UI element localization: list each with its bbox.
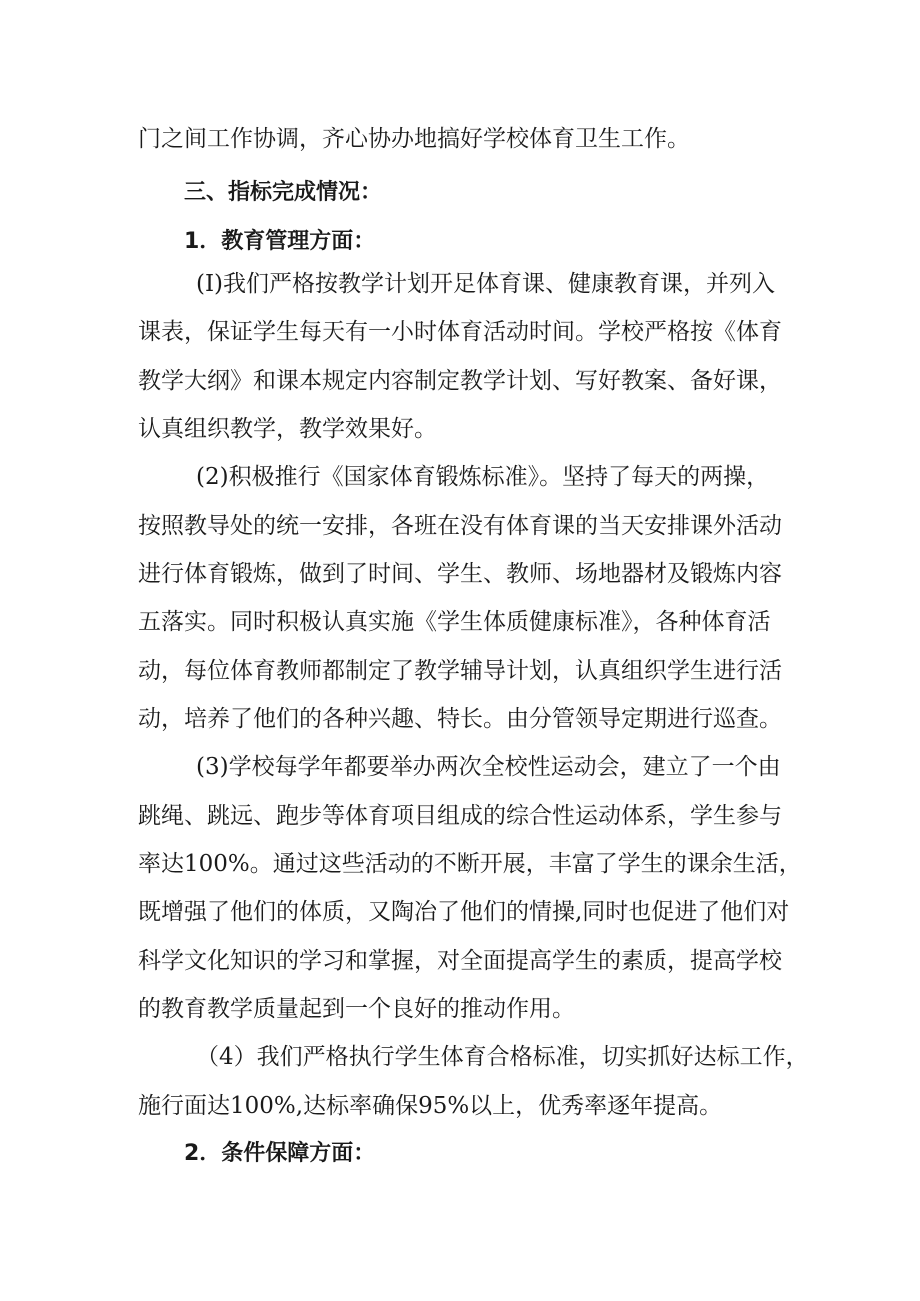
paragraph-line: 五落实。同时积极认真实施《学生体质健康标准》，各种体育活	[138, 609, 771, 635]
paragraph-line: 跳绳、跳远、跑步等体育项目组成的综合性运动体系，学生参与	[138, 803, 782, 829]
paragraph-line: 按照教导处的统一安排，各班在没有体育课的当天安排课外活动	[138, 513, 782, 539]
section-heading: 三、指标完成情况：	[184, 180, 383, 205]
subsection-2-heading: 2．条件保障方面：	[184, 1141, 376, 1166]
paragraph-line: 率达100%。通过这些活动的不断开展，丰富了学生的课余生活，	[138, 851, 802, 877]
paragraph-line: （4）我们严格执行学生体育合格标准，切实抓好达标工作，	[196, 1044, 809, 1070]
paragraph-line: 动，每位体育教师都制定了教学辅导计划，认真组织学生进行活	[138, 658, 782, 684]
paragraph-line: 的教育教学质量起到一个良好的推动作用。	[138, 996, 575, 1022]
paragraph-line: 进行体育锻炼，做到了时间、学生、教师、场地器材及锻炼内容	[138, 561, 782, 587]
paragraph-line: 施行面达100%,达标率确保95%以上，优秀率逐年提高。	[138, 1093, 723, 1119]
paragraph-line: 认真组织教学，教学效果好。	[138, 416, 437, 442]
paragraph-line: 动，培养了他们的各种兴趣、特长。由分管领导定期进行巡查。	[138, 706, 782, 732]
subsection-1-heading: 1．教育管理方面：	[184, 229, 376, 254]
paragraph-line: (I)我们严格按教学计划开足体育课、健康教育课，并列入	[196, 271, 776, 297]
paragraph-line: (2)积极推行《国家体育锻炼标准》。坚持了每天的两操，	[196, 464, 770, 490]
paragraph-line: 科学文化知识的学习和掌握，对全面提高学生的素质，提高学校	[138, 948, 782, 974]
paragraph-line: (3)学校每学年都要举办两次全校性运动会，建立了一个由	[196, 754, 781, 780]
intro-line: 门之间工作协调，齐心协办地搞好学校体育卫生工作。	[138, 126, 690, 152]
paragraph-line: 教学大纲》和课本规定内容制定教学计划、写好教案、备好课，	[138, 368, 782, 394]
paragraph-line: 既增强了他们的体质，又陶冶了他们的情操,同时也促进了他们对	[138, 899, 790, 925]
paragraph-line: 课表，保证学生每天有一小时体育活动时间。学校严格按《体育	[138, 319, 782, 345]
